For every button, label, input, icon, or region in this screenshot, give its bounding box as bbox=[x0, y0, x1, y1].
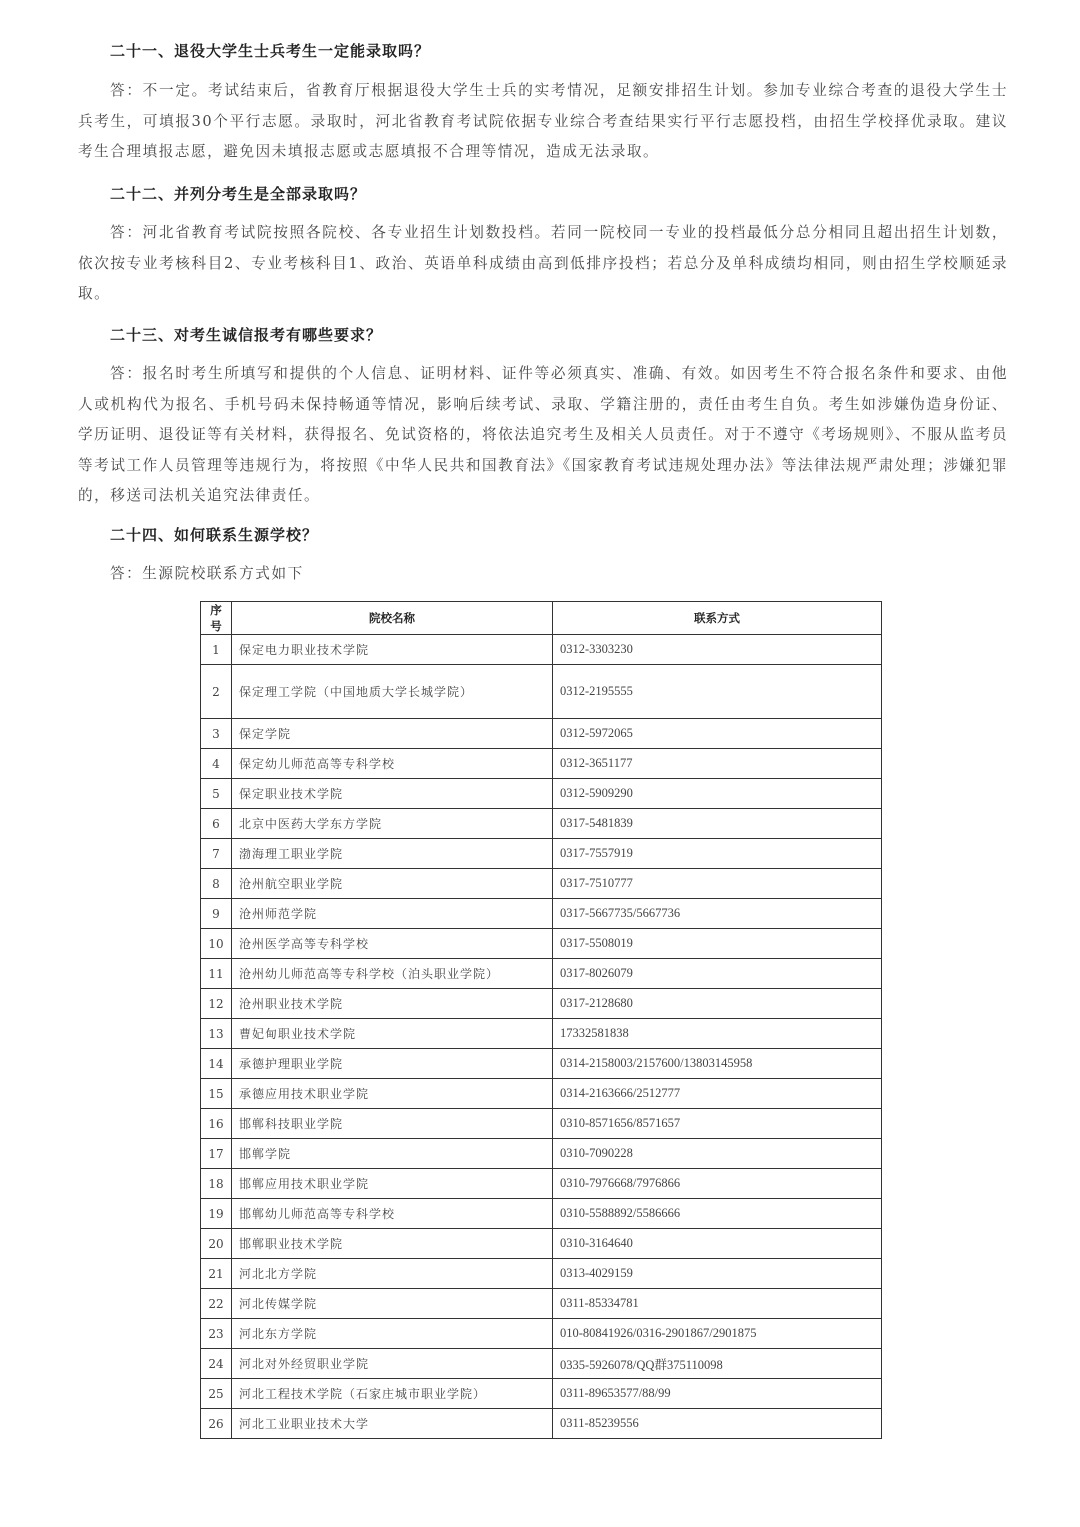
school-name: 保定幼儿师范高等专科学校 bbox=[232, 749, 553, 779]
school-name: 邯郸学院 bbox=[232, 1139, 553, 1169]
school-name: 保定电力职业技术学院 bbox=[232, 635, 553, 665]
table-row bbox=[201, 1019, 882, 1049]
contact-info: 0310-8571656/8571657 bbox=[553, 1109, 882, 1139]
table-row bbox=[201, 1049, 882, 1079]
contact-info: 0317-5667735/5667736 bbox=[553, 899, 882, 929]
row-number: 9 bbox=[201, 899, 232, 929]
table-row bbox=[201, 1289, 882, 1319]
table-row bbox=[201, 749, 882, 779]
row-number: 6 bbox=[201, 809, 232, 839]
question-heading-22: 二十二、并列分考生是全部录取吗？ bbox=[110, 185, 367, 203]
contact-info: 0310-7976668/7976866 bbox=[553, 1169, 882, 1199]
school-name: 邯郸职业技术学院 bbox=[232, 1229, 553, 1259]
table-row bbox=[201, 809, 882, 839]
row-number: 12 bbox=[201, 989, 232, 1019]
table-row bbox=[201, 989, 882, 1019]
answer-paragraph-24: 答：生源院校联系方式如下 bbox=[110, 565, 304, 582]
contact-info: 0313-4029159 bbox=[553, 1259, 882, 1289]
row-number: 8 bbox=[201, 869, 232, 899]
table-row bbox=[201, 839, 882, 869]
table-row bbox=[201, 929, 882, 959]
table-row bbox=[201, 635, 882, 665]
row-number: 3 bbox=[201, 719, 232, 749]
school-contacts-table bbox=[200, 601, 882, 1439]
contact-info: 0317-5508019 bbox=[553, 929, 882, 959]
row-number: 18 bbox=[201, 1169, 232, 1199]
row-number: 7 bbox=[201, 839, 232, 869]
table-row bbox=[201, 1109, 882, 1139]
row-number: 11 bbox=[201, 959, 232, 989]
table-row bbox=[201, 959, 882, 989]
contact-info: 0312-3651177 bbox=[553, 749, 882, 779]
table-row bbox=[201, 1259, 882, 1289]
table-row bbox=[201, 665, 882, 719]
table-row bbox=[201, 1349, 882, 1379]
school-name: 邯郸科技职业学院 bbox=[232, 1109, 553, 1139]
row-number: 13 bbox=[201, 1019, 232, 1049]
contact-info: 0335-5926078/QQ群375110098 bbox=[553, 1349, 882, 1379]
row-number: 26 bbox=[201, 1409, 232, 1439]
row-number: 1 bbox=[201, 635, 232, 665]
school-name: 曹妃甸职业技术学院 bbox=[232, 1019, 553, 1049]
school-name: 河北北方学院 bbox=[232, 1259, 553, 1289]
question-heading-24: 二十四、如何联系生源学校？ bbox=[110, 526, 319, 544]
contact-info: 0310-3164640 bbox=[553, 1229, 882, 1259]
contact-info: 010-80841926/0316-2901867/2901875 bbox=[553, 1319, 882, 1349]
table-row bbox=[201, 1409, 882, 1439]
row-number: 10 bbox=[201, 929, 232, 959]
school-name: 邯郸应用技术职业学院 bbox=[232, 1169, 553, 1199]
school-name: 保定职业技术学院 bbox=[232, 779, 553, 809]
row-number: 2 bbox=[201, 665, 232, 719]
school-name: 沧州职业技术学院 bbox=[232, 989, 553, 1019]
contact-info: 0312-5972065 bbox=[553, 719, 882, 749]
school-name: 渤海理工职业学院 bbox=[232, 839, 553, 869]
contact-info: 0317-7557919 bbox=[553, 839, 882, 869]
school-name: 邯郸幼儿师范高等专科学校 bbox=[232, 1199, 553, 1229]
contact-info: 0314-2158003/2157600/13803145958 bbox=[553, 1049, 882, 1079]
contact-info: 0317-2128680 bbox=[553, 989, 882, 1019]
contact-info: 0314-2163666/2512777 bbox=[553, 1079, 882, 1109]
school-name: 北京中医药大学东方学院 bbox=[232, 809, 553, 839]
school-name: 保定理工学院（中国地质大学长城学院） bbox=[232, 665, 553, 719]
school-name: 河北工业职业技术大学 bbox=[232, 1409, 553, 1439]
row-number: 16 bbox=[201, 1109, 232, 1139]
row-number: 14 bbox=[201, 1049, 232, 1079]
school-name: 河北对外经贸职业学院 bbox=[232, 1349, 553, 1379]
row-number: 24 bbox=[201, 1349, 232, 1379]
column-header-school-name: 院校名称 bbox=[232, 602, 553, 635]
contact-info: 17332581838 bbox=[553, 1019, 882, 1049]
answer-paragraph-23: 答：报名时考生所填写和提供的个人信息、证明材料、证件等必须真实、准确、有效。如因考生不符合报名条件和要求、由他人或机构代为报名、手机号码未保持畅通等情况，影响后续考试、录取、学籍注册的，责任由考生自负。考生如涉嫌伪造身份证、学历证明、退役证等有关材料，获得报名、免试资格的，将依法追究考生及相关人员责任。对于不遵守《考场规则》、不服从监考员等考试工作人员管理等违规行为，将按照《中华人民共和国教育法》《国家教育考试违规处理办法》等法律法规严肃处理；涉嫌犯罪的，移送司法机关追究法律责任。 bbox=[78, 365, 1008, 504]
table-row bbox=[201, 1139, 882, 1169]
contact-info: 0311-85334781 bbox=[553, 1289, 882, 1319]
contact-info: 0317-5481839 bbox=[553, 809, 882, 839]
row-number: 17 bbox=[201, 1139, 232, 1169]
row-number: 25 bbox=[201, 1379, 232, 1409]
row-number: 4 bbox=[201, 749, 232, 779]
row-number: 23 bbox=[201, 1319, 232, 1349]
answer-paragraph-22: 答：河北省教育考试院按照各院校、各专业招生计划数投档。若同一院校同一专业的投档最低分总分相同且超出招生计划数，依次按专业考核科目2、专业考核科目1、政治、英语单科成绩由高到低排序投档；若总分及单科成绩均相同，则由招生学校顺延录取。 bbox=[78, 224, 1008, 302]
question-heading-21: 二十一、退役大学生士兵考生一定能录取吗？ bbox=[110, 42, 431, 60]
table-row bbox=[201, 1319, 882, 1349]
row-number: 15 bbox=[201, 1079, 232, 1109]
school-name: 保定学院 bbox=[232, 719, 553, 749]
contact-info: 0311-89653577/88/99 bbox=[553, 1379, 882, 1409]
table-row bbox=[201, 1379, 882, 1409]
row-number: 20 bbox=[201, 1229, 232, 1259]
contact-info: 0312-5909290 bbox=[553, 779, 882, 809]
school-name: 承德应用技术职业学院 bbox=[232, 1079, 553, 1109]
contact-info: 0310-5588892/5586666 bbox=[553, 1199, 882, 1229]
table-row bbox=[201, 779, 882, 809]
table-row bbox=[201, 1199, 882, 1229]
contact-info: 0317-7510777 bbox=[553, 869, 882, 899]
row-number: 5 bbox=[201, 779, 232, 809]
row-number: 19 bbox=[201, 1199, 232, 1229]
school-name: 河北传媒学院 bbox=[232, 1289, 553, 1319]
row-number: 21 bbox=[201, 1259, 232, 1289]
question-heading-23: 二十三、对考生诚信报考有哪些要求？ bbox=[110, 326, 383, 344]
school-name: 河北工程技术学院（石家庄城市职业学院） bbox=[232, 1379, 553, 1409]
contact-info: 0312-2195555 bbox=[553, 665, 882, 719]
contact-info: 0312-3303230 bbox=[553, 635, 882, 665]
table-row bbox=[201, 1169, 882, 1199]
table-row bbox=[201, 1079, 882, 1109]
table-header-row bbox=[201, 602, 882, 635]
school-name: 沧州师范学院 bbox=[232, 899, 553, 929]
school-name: 河北东方学院 bbox=[232, 1319, 553, 1349]
answer-paragraph-21: 答：不一定。考试结束后，省教育厅根据退役大学生士兵的实考情况，足额安排招生计划。参加专业综合考查的退役大学生士兵考生，可填报30个平行志愿。录取时，河北省教育考试院依据专业综合考查结果实行平行志愿投档，由招生学校择优录取。建议考生合理填报志愿，避免因未填报志愿或志愿填报不合理等情况，造成无法录取。 bbox=[78, 82, 1008, 160]
contact-info: 0311-85239556 bbox=[553, 1409, 882, 1439]
contact-info: 0317-8026079 bbox=[553, 959, 882, 989]
contact-info: 0310-7090228 bbox=[553, 1139, 882, 1169]
table-row bbox=[201, 899, 882, 929]
column-header-number: 序号 bbox=[201, 602, 232, 635]
table-row bbox=[201, 1229, 882, 1259]
table-row bbox=[201, 719, 882, 749]
school-name: 沧州航空职业学院 bbox=[232, 869, 553, 899]
school-name: 沧州医学高等专科学校 bbox=[232, 929, 553, 959]
table-row bbox=[201, 869, 882, 899]
row-number: 22 bbox=[201, 1289, 232, 1319]
school-name: 沧州幼儿师范高等专科学校（泊头职业学院） bbox=[232, 959, 553, 989]
column-header-contact: 联系方式 bbox=[553, 602, 882, 635]
school-name: 承德护理职业学院 bbox=[232, 1049, 553, 1079]
